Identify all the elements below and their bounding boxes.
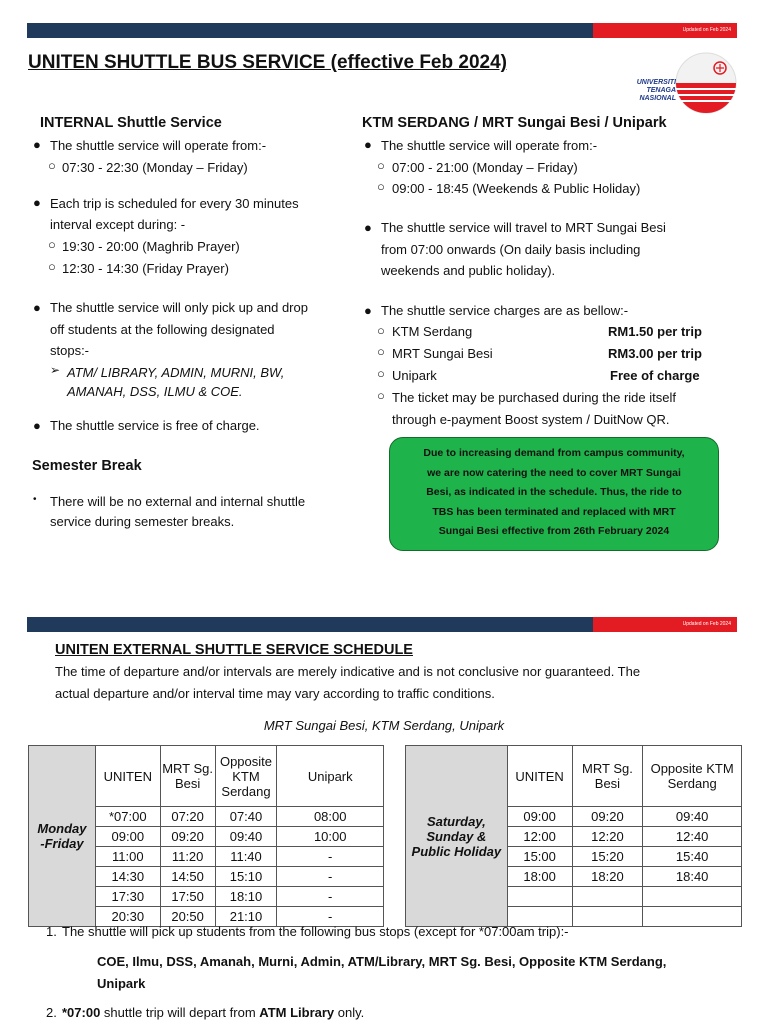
logo-text-line: NASIONAL: [639, 95, 676, 102]
ktm-mrt-line2: from 07:00 onwards (On daily basis including: [381, 242, 641, 257]
ktm-ticket-line1: The ticket may be purchased during the ride itself: [392, 390, 676, 405]
notice-box: [389, 437, 719, 551]
charge-price: RM1.50 per trip: [608, 324, 702, 339]
weekend-row-label: Saturday, Sunday & Public Holiday: [406, 746, 508, 927]
bullet-icon: ●: [33, 195, 41, 210]
charge-price: Free of charge: [610, 368, 700, 383]
circle-bullet-icon: ○: [48, 259, 56, 274]
external-heading: UNITEN EXTERNAL SHUTTLE SERVICE SCHEDULE: [55, 642, 413, 658]
internal-operate-hours: 07:30 - 22:30 (Monday – Friday): [62, 160, 248, 175]
bullet-icon: ●: [33, 137, 41, 152]
notice-line: we are now catering the need to cover MRT Sungai: [427, 466, 681, 479]
updated-label-bottom: Updated on Feb 2024: [682, 621, 731, 627]
band-red: [593, 617, 737, 632]
table-row: 09:00 09:20 09:40 10:00: [29, 827, 384, 847]
logo-text-line: UNIVERSITI: [636, 79, 676, 86]
table-header: MRT Sg. Besi: [572, 746, 643, 807]
internal-stops-line1: ATM/ LIBRARY, ADMIN, MURNI, BW,: [67, 365, 285, 380]
charge-place: MRT Sungai Besi: [392, 346, 493, 361]
weekday-row-label: Monday -Friday: [29, 746, 96, 927]
circle-bullet-icon: ○: [377, 388, 385, 403]
internal-interval-line1: Each trip is scheduled for every 30 minutes: [50, 196, 299, 211]
notice-line: TBS has been terminated and replaced with MRT: [432, 505, 676, 518]
footnote-1-stops-line2: Unipark: [97, 976, 146, 991]
route-caption: MRT Sungai Besi, KTM Serdang, Unipark: [263, 718, 505, 733]
charge-place: KTM Serdang: [392, 324, 473, 339]
table-header: MRT Sg. Besi: [160, 746, 215, 807]
table-row: 12:00 12:20 12:40: [406, 827, 742, 847]
table-header: UNITEN: [507, 746, 572, 807]
bullet-icon: ●: [33, 300, 41, 315]
table-header: Unipark: [277, 746, 384, 807]
circle-bullet-icon: ○: [48, 237, 56, 252]
charge-price: RM3.00 per trip: [608, 346, 702, 361]
weekend-schedule-table: [405, 745, 742, 927]
table-row: 20:30 20:50 21:10 -: [29, 907, 384, 927]
bullet-icon: ●: [364, 137, 372, 152]
bullet-icon: ●: [33, 418, 41, 433]
bullet-icon: ●: [364, 303, 372, 318]
uniten-logo: [598, 52, 738, 114]
ktm-hours-2: 09:00 - 18:45 (Weekends & Public Holiday): [392, 181, 641, 196]
ktm-ticket-line2: through e-payment Boost system / DuitNow QR.: [392, 412, 670, 427]
updated-label-top: Updated on Feb 2024: [682, 27, 731, 33]
notice-line: Sungai Besi effective from 26th February 2024: [438, 525, 670, 537]
ktm-mrt-line1: The shuttle service will travel to MRT Sungai Besi: [381, 220, 666, 235]
semester-line1: There will be no external and internal shuttle: [50, 494, 306, 509]
table-row: 18:00 18:20 18:40: [406, 867, 742, 887]
weekday-schedule-table: [28, 745, 384, 927]
internal-except-1: 19:30 - 20:00 (Maghrib Prayer): [62, 239, 240, 254]
internal-pickup-line1: The shuttle service will only pick up and drop: [50, 300, 308, 315]
header-band-bottom: [27, 617, 737, 632]
circle-bullet-icon: ○: [377, 366, 385, 381]
table-row: 09:00 09:20 09:40: [406, 807, 742, 827]
table-header: UNITEN: [95, 746, 160, 807]
internal-except-2: 12:30 - 14:30 (Friday Prayer): [62, 261, 229, 276]
footnote-1-text: The shuttle will pick up students from the following bus stops (except for *07:00am trip):-: [62, 924, 569, 939]
footnote-1-stops-line1: COE, Ilmu, DSS, Amanah, Murni, Admin, ATM/Library, MRT Sg. Besi, Opposite KTM Serdang,: [97, 954, 667, 969]
ktm-charges-label: The shuttle service charges are as bellow:-: [381, 303, 629, 318]
external-note-line2: actual departure and/or interval time may vary according to traffic conditions.: [55, 686, 495, 701]
ktm-operate-label: The shuttle service will operate from:-: [381, 138, 598, 153]
band-red: [593, 23, 737, 38]
bullet-icon: •: [33, 494, 37, 505]
page-title: UNITEN SHUTTLE BUS SERVICE (effective Feb 2024): [28, 52, 507, 73]
internal-interval-line2: interval except during: -: [50, 217, 186, 232]
table-header: Opposite KTM Serdang: [643, 746, 742, 807]
ktm-mrt-line3: weekends and public holiday).: [381, 263, 556, 278]
table-row: 17:30 17:50 18:10 -: [29, 887, 384, 907]
circle-bullet-icon: ○: [377, 323, 385, 338]
internal-heading: INTERNAL Shuttle Service: [40, 115, 222, 131]
circle-bullet-icon: ○: [377, 179, 385, 194]
footnote-2-text: *07:00 shuttle trip will depart from ATM Library only.: [62, 1005, 365, 1020]
circle-bullet-icon: ○: [377, 344, 385, 359]
table-row: 11:00 11:20 11:40 -: [29, 847, 384, 867]
internal-pickup-line2: off students at the following designated: [50, 322, 275, 337]
header-band-top: [27, 23, 737, 38]
ktm-heading: KTM SERDANG / MRT Sungai Besi / Unipark: [362, 115, 667, 131]
bullet-icon: ●: [364, 220, 372, 235]
external-note-line1: The time of departure and/or intervals are merely indicative and is not conclusive nor guaranteed. The: [55, 664, 641, 679]
semester-line2: service during semester breaks.: [50, 514, 235, 529]
table-row: *07:00 07:20 07:40 08:00: [29, 807, 384, 827]
circle-bullet-icon: ○: [377, 158, 385, 173]
circle-bullet-icon: ○: [48, 158, 56, 173]
notice-line: Due to increasing demand from campus community,: [423, 447, 685, 459]
semester-heading: Semester Break: [32, 458, 142, 474]
table-row: 14:30 14:50 15:10 -: [29, 867, 384, 887]
footnote-1-number: 1.: [46, 924, 57, 939]
ktm-hours-1: 07:00 - 21:00 (Monday – Friday): [392, 160, 578, 175]
internal-free: The shuttle service is free of charge.: [50, 418, 260, 433]
footnote-2-number: 2.: [46, 1005, 57, 1020]
notice-line: Besi, as indicated in the schedule. Thus, the ride to: [426, 486, 682, 498]
table-header: Opposite KTM Serdang: [215, 746, 277, 807]
table-row: 15:00 15:20 15:40: [406, 847, 742, 867]
band-navy: [27, 617, 593, 632]
charge-place: Unipark: [392, 368, 437, 383]
band-navy: [27, 23, 593, 38]
internal-pickup-line3: stops:-: [50, 343, 90, 358]
internal-operate-label: The shuttle service will operate from:-: [50, 138, 267, 153]
logo-text-line: TENAGA: [646, 87, 676, 94]
internal-stops-line2: AMANAH, DSS, ILMU & COE.: [67, 384, 243, 399]
arrow-bullet-icon: ➢: [50, 363, 61, 377]
